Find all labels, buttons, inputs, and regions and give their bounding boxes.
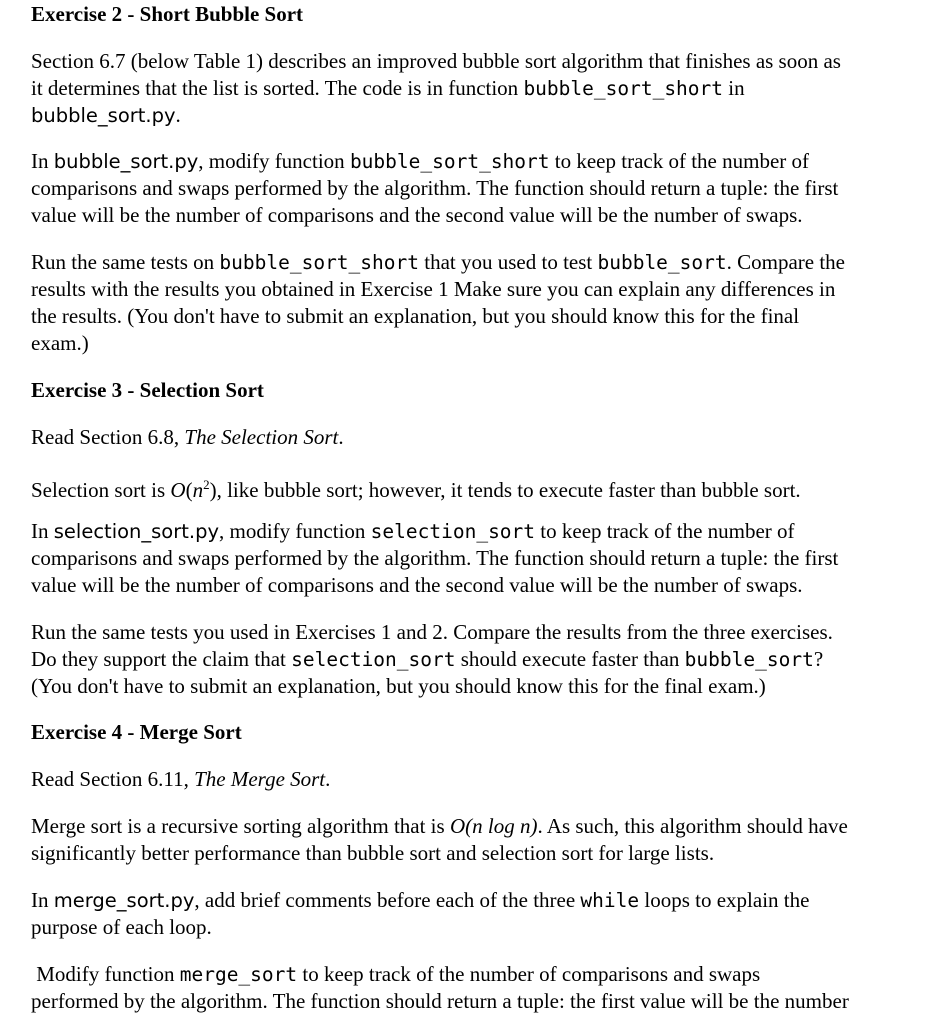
exercise-2-paragraph-3: Run the same tests on bubble_sort_short that you used to test bubble_sort. Compare the results with the results you obtained in Exercise 1 Make sure you can explain any differences in the results. (You don't have to submit an explanation, but you should know this for the final exam.): [31, 250, 846, 355]
function-name: merge_sort: [179, 963, 298, 986]
exercise-4-heading: Exercise 4 - Merge Sort: [31, 720, 242, 744]
function-name: bubble_sort: [597, 251, 727, 274]
exercise-2-paragraph-2: In bubble_sort.py, modify function bubble_sort_short to keep track of the number of comparisons and swaps performed by the algorithm. The function should return a tuple: the first value will be the number of comparisons and the second value will be the number of swaps.: [31, 149, 839, 227]
exercise-2-paragraph-1: Section 6.7 (below Table 1) describes an improved bubble sort algorithm that finishes as soon as it determines that the list is sorted. The code is in function bubble_sort_short in bubble_sort.py.: [31, 49, 841, 127]
section-title: The Selection Sort: [184, 425, 339, 449]
exercise-4-paragraph-1: Merge sort is a recursive sorting algorithm that is O(n log n). As such, this algorithm should have significantly better performance than bubble sort and selection sort for large lists.: [31, 814, 848, 865]
file-name: selection_sort.py: [53, 520, 220, 543]
exercise-2-heading: Exercise 2 - Short Bubble Sort: [31, 2, 304, 26]
function-name: selection_sort: [370, 520, 536, 543]
exercise-3-paragraph-3: Run the same tests you used in Exercises 1 and 2. Compare the results from the three exercises. Do they support the claim that selection_sort should execute faster than bubble_sort? (You don't have to submit an explanation, but you should know this for the final exam.): [31, 620, 833, 698]
exercise-3-reading: Read Section 6.8, The Selection Sort.: [31, 425, 344, 449]
exercise-3-complexity: Selection sort is $O(n^2)$, like bubble sort; however, it tends to execute faster than bubble sort.: [31, 477, 801, 502]
function-name: selection_sort: [291, 648, 456, 671]
file-name: bubble_sort.py: [53, 150, 199, 173]
function-name: bubble_sort_short: [349, 150, 550, 173]
exercise-4-paragraph-2: In merge_sort.py, add brief comments before each of the three while loops to explain the purpose of each loop.: [31, 888, 810, 939]
exercise-3-heading: Exercise 3 - Selection Sort: [31, 378, 264, 402]
section-title: The Merge Sort: [194, 767, 326, 791]
exercise-4-reading: Read Section 6.11, The Merge Sort.: [31, 767, 331, 791]
keyword: while: [580, 889, 640, 912]
exercise-3-paragraph-2: In selection_sort.py, modify function selection_sort to keep track of the number of comparisons and swaps performed by the algorithm. The function should return a tuple: the first value will be the number of comparisons and the second value will be the number of swaps.: [31, 519, 839, 597]
function-name: bubble_sort_short: [523, 77, 724, 100]
exercise-4-paragraph-3: Modify function merge_sort to keep track of the number of comparisons and swaps performed by the algorithm. The function should return a tuple: the first value will be the number: [31, 962, 849, 1013]
function-name: bubble_sort: [684, 648, 814, 671]
file-name: bubble_sort.py: [31, 104, 176, 127]
file-name: merge_sort.py: [53, 889, 195, 912]
function-name: bubble_sort_short: [219, 251, 419, 274]
